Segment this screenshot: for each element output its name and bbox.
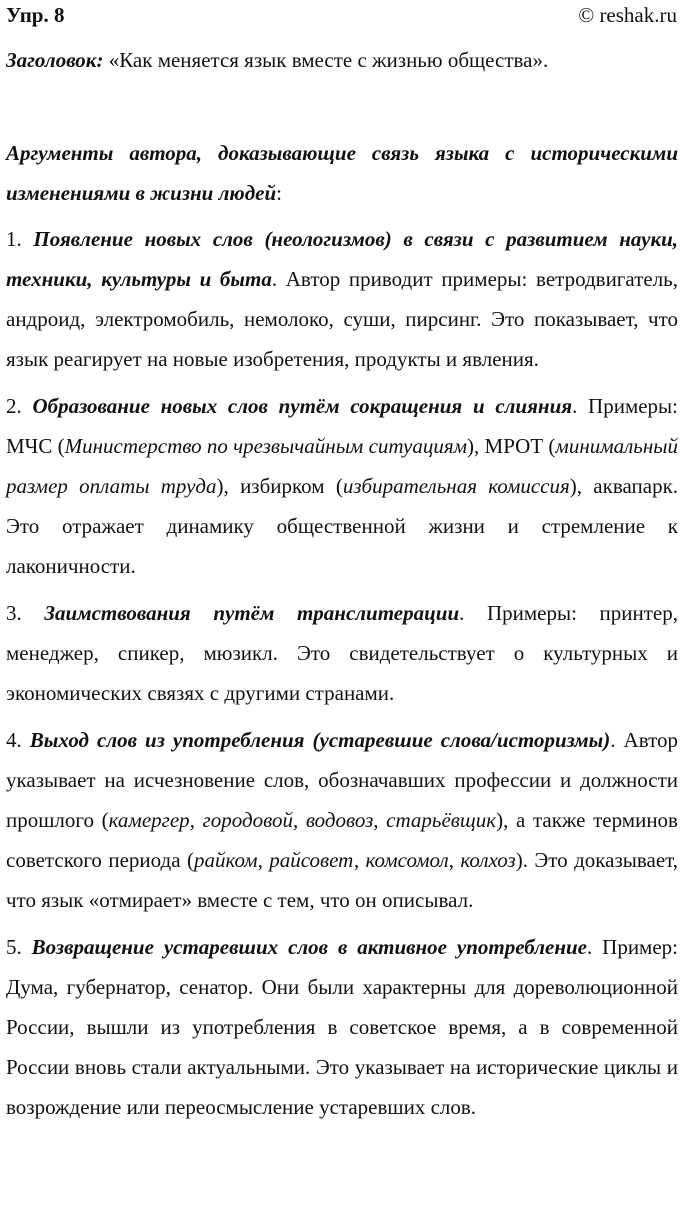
argument-text: ), а также терминов советского периода ( — [6, 808, 678, 872]
arguments-heading-text: Аргументы автора, доказывающие связь языка с историческими изменениями в жизни людей — [6, 141, 678, 205]
argument-number: 3. — [6, 601, 45, 625]
arguments-heading — [6, 133, 678, 213]
argument-text: . Примеры: МЧС ( — [6, 394, 679, 458]
argument-title: Образование новых слов путём сокращения и слияния — [32, 394, 573, 418]
argument-example: Министерство по чрезвычайным ситуациям — [64, 434, 468, 458]
arguments-heading-suffix: : — [276, 181, 282, 205]
argument-item-5 — [6, 927, 678, 1127]
title-line — [6, 40, 678, 80]
argument-title: Возвращение устаревших слов в активное употребление — [31, 935, 587, 959]
argument-number: 2. — [6, 394, 33, 418]
argument-item-1 — [6, 219, 678, 379]
argument-item-3 — [6, 593, 678, 713]
argument-number: 1. — [6, 227, 34, 251]
argument-item-4 — [6, 720, 678, 920]
title-text: «Как меняется язык вместе с жизнью общества». — [108, 48, 549, 72]
argument-example: камергер, городовой, водовоз, старьёвщик — [108, 808, 497, 832]
argument-text: . Автор указывает на исчезновение слов, обозначавших профессии и должности прошлого ( — [6, 728, 678, 832]
document-body — [6, 40, 678, 1134]
argument-text: . Примеры: принтер, менеджер, спикер, мюзикл. Это свидетельствует о культурных и экономических связях с другими странами. — [6, 601, 679, 705]
argument-example: райком, райсовет, комсомол, колхоз — [193, 848, 516, 872]
argument-title: Выход слов из употребления (устаревшие слова/историзмы) — [29, 728, 611, 752]
argument-number: 4. — [6, 728, 30, 752]
page-header — [6, 0, 677, 30]
argument-text: ), МРОТ ( — [467, 434, 556, 458]
argument-example: избирательная комиссия — [342, 474, 570, 498]
title-label: Заголовок: — [6, 48, 104, 72]
argument-example: минимальный размер оплаты труда — [6, 434, 678, 498]
argument-title: Заимствования путём транслитерации — [44, 601, 460, 625]
argument-text: . Автор приводит примеры: ветродвигатель, андроид, электромобиль, немолоко, суши, пирсинг. Это показывает, что язык реагирует на новые изобретения, продукты и явления. — [6, 267, 679, 371]
argument-text: ), аквапарк. Это отражает динамику общественной жизни и стремление к лаконичности. — [6, 474, 679, 578]
exercise-number: Упр. 8 — [6, 2, 65, 27]
argument-item-2 — [6, 386, 678, 586]
source-credit: © reshak.ru — [578, 2, 677, 27]
argument-text: ), избирком ( — [216, 474, 343, 498]
argument-number: 5. — [6, 935, 32, 959]
argument-text: . Пример: Дума, губернатор, сенатор. Они были характерны для дореволюционной России, вышли из употребления в советское время, а в современной России вновь стали актуальными. Это указывает на исторические циклы и возрождение или переосмысление устаревших слов. — [6, 935, 678, 1119]
argument-title: Появление новых слов (неологизмов) в связи с развитием науки, техники, культуры и быта — [6, 227, 679, 291]
argument-text: ). Это доказывает, что язык «отмирает» вместе с тем, что он описывал. — [6, 848, 678, 912]
